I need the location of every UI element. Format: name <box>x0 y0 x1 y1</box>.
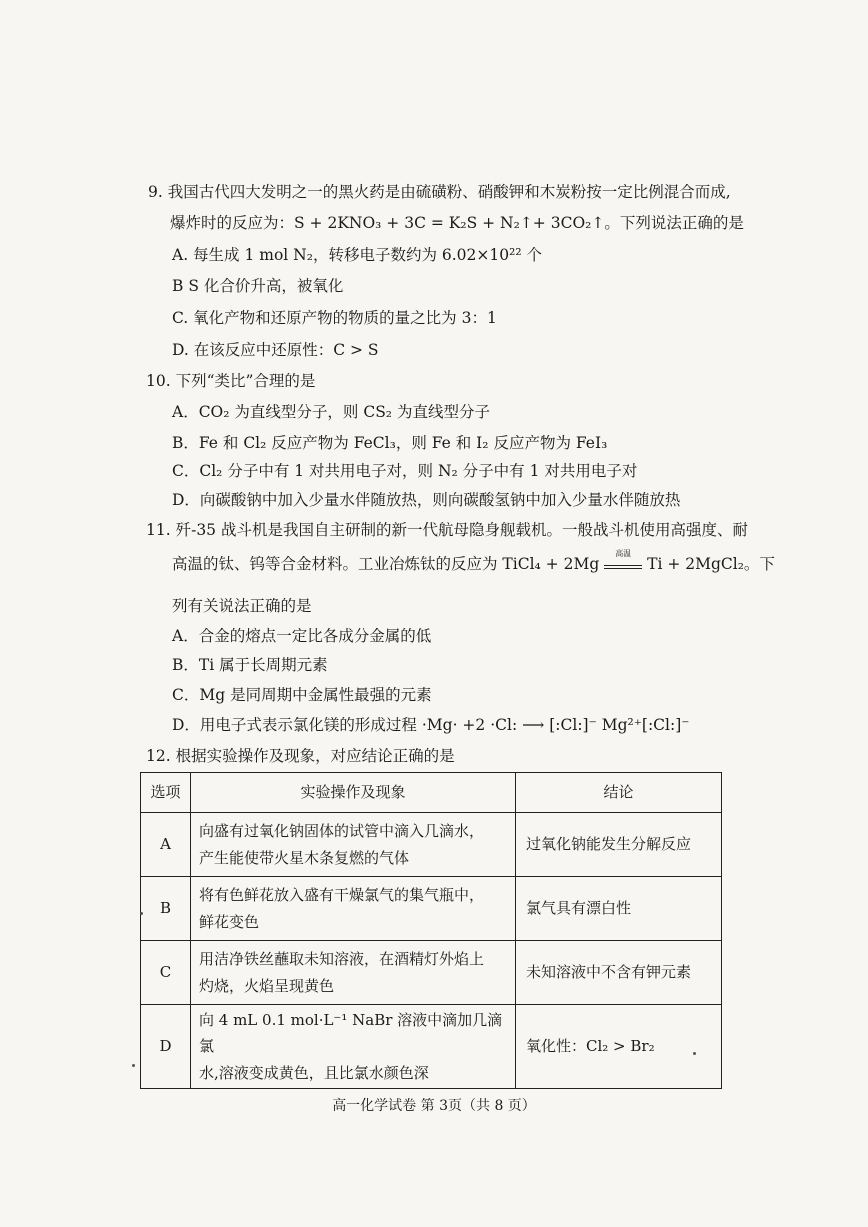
q11-option-c: C．Mg 是同周期中金属性最强的元素 <box>172 686 432 704</box>
q11-stem-line2-pre: 高温的钛、钨等合金材料。工业冶炼钛的反应为 TiCl₄ + 2Mg <box>172 555 605 573</box>
table-row <box>141 877 722 941</box>
scan-speck <box>140 912 143 915</box>
q11-stem-line1: 11. 歼-35 战斗机是我国自主研制的新一代航母隐身舰载机。一般战斗机使用高强度、耐 <box>146 521 748 539</box>
row-label: C <box>141 941 191 1005</box>
q10-option-d: D．向碳酸钠中加入少量水伴随放热，则向碳酸氢钠中加入少量水伴随放热 <box>172 491 681 509</box>
experiment-table <box>140 772 722 1089</box>
table-row <box>141 813 722 877</box>
row-operation-line1: 向 4 mL 0.1 mol·L⁻¹ NaBr 溶液中滴加几滴氯 <box>199 1011 503 1056</box>
equal-sign-icon <box>604 565 642 569</box>
row-conclusion: 未知溶液中不含有钾元素 <box>516 941 722 1005</box>
row-operation-line2: 水,溶液变成黄色，且比氯水颜色深 <box>199 1063 429 1082</box>
q11-stem-line3: 列有关说法正确的是 <box>172 597 312 615</box>
q9-option-b: B S 化合价升高，被氧化 <box>172 277 344 295</box>
table-header-row <box>141 773 722 813</box>
q11-stem-line2 <box>172 549 775 573</box>
header-option: 选项 <box>141 773 191 813</box>
header-operation: 实验操作及现象 <box>191 773 516 813</box>
q10-option-c: C．Cl₂ 分子中有 1 对共用电子对，则 N₂ 分子中有 1 对共用电子对 <box>172 462 638 480</box>
q11-option-b: B．Ti 属于长周期元素 <box>172 656 328 674</box>
q9-stem-line2: 爆炸时的反应为：S + 2KNO₃ + 3C = K₂S + N₂↑+ 3CO₂↑。下列说法正确的是 <box>170 214 744 232</box>
q10-stem: 10. 下列“类比”合理的是 <box>146 372 316 390</box>
q11-stem-line2-post: Ti + 2MgCl₂。下 <box>642 555 775 573</box>
q9-option-c: C. 氧化产物和还原产物的物质的量之比为 3：1 <box>172 309 497 327</box>
q10-option-a: A．CO₂ 为直线型分子，则 CS₂ 为直线型分子 <box>172 403 490 421</box>
q12-stem: 12. 根据实验操作及现象，对应结论正确的是 <box>146 747 455 765</box>
row-operation-line2: 鲜花变色 <box>199 912 260 931</box>
q9-option-a: A. 每生成 1 mol N₂，转移电子数约为 6.02×10²² 个 <box>172 246 542 264</box>
header-conclusion: 结论 <box>516 773 722 813</box>
q11-condition-arrow <box>604 549 642 569</box>
row-operation <box>191 877 516 941</box>
row-conclusion: 氧化性：Cl₂ > Br₂ <box>516 1005 722 1089</box>
row-conclusion: 过氧化钠能发生分解反应 <box>516 813 722 877</box>
page-footer: 高一化学试卷 第 3页（共 8 页） <box>332 1098 536 1114</box>
q9-stem-line1: 9. 我国古代四大发明之一的黑火药是由硫磺粉、硝酸钾和木炭粉按一定比例混合而成, <box>148 183 731 201</box>
q11-option-d: D．用电子式表示氯化镁的形成过程 ·Mg· +2 ·Cl: ⟶ [:Cl:]⁻ Mg²⁺[:Cl:]⁻ <box>172 716 690 734</box>
row-label: B <box>141 877 191 941</box>
q9-option-d: D. 在该反应中还原性：C > S <box>172 341 379 359</box>
q11-condition: 高温 <box>615 549 632 558</box>
row-operation-line1: 向盛有过氧化钠固体的试管中滴入几滴水， <box>199 822 485 841</box>
row-operation-line2: 灼烧，火焰呈现黄色 <box>199 976 335 995</box>
q10-option-b: B．Fe 和 Cl₂ 反应产物为 FeCl₃，则 Fe 和 I₂ 反应产物为 FeI₃ <box>172 434 608 452</box>
row-label: A <box>141 813 191 877</box>
row-operation-line1: 将有色鲜花放入盛有干燥氯气的集气瓶中， <box>199 886 485 905</box>
row-operation <box>191 1005 516 1089</box>
scan-speck <box>693 1052 696 1055</box>
q11-option-a: A．合金的熔点一定比各成分金属的低 <box>172 627 432 645</box>
table-row <box>141 941 722 1005</box>
row-operation <box>191 813 516 877</box>
table-row <box>141 1005 722 1089</box>
row-label: D <box>141 1005 191 1089</box>
row-operation-line1: 用洁净铁丝蘸取未知溶液，在酒精灯外焰上 <box>199 950 485 969</box>
row-conclusion: 氯气具有漂白性 <box>516 877 722 941</box>
scan-speck <box>132 1064 135 1067</box>
row-operation-line2: 产生能使带火星木条复燃的气体 <box>199 848 410 867</box>
row-operation <box>191 941 516 1005</box>
